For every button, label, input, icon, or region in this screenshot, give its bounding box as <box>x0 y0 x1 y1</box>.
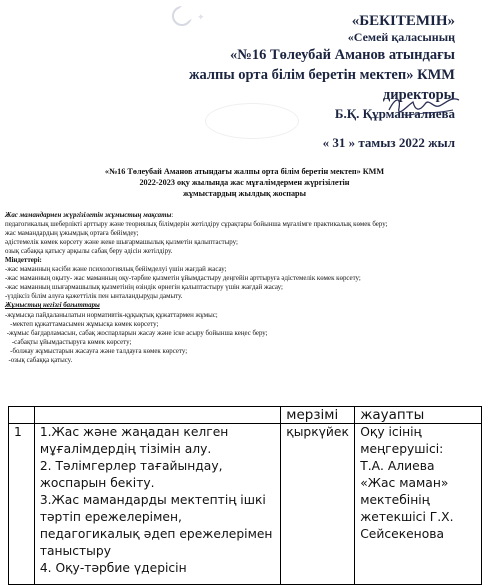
activity-item: 1.Жас және жаңадан келген мұғалімдердің тізімін алу. <box>39 425 229 456</box>
purpose-line: озық сабаққа қатысу арқылы сабақ беру әдісін жетілдіру. <box>5 248 173 256</box>
approval-line-1: «БЕКІТЕМІН» <box>351 13 455 29</box>
approval-date: « 31 » тамыз 2022 жыл <box>322 135 455 150</box>
approval-line-3: «№16 Төлеубай Аманов атындағы <box>230 47 455 63</box>
direction-line: -жұмысқа пайдаланылатын нормативтік-құқықтық құжаттармен жұмыс; <box>5 311 218 319</box>
row-activities <box>34 424 280 585</box>
direction-line: -мектеп құжаттамасымен жұмысқа көмек көрсету; <box>5 320 159 328</box>
plan-title-line-2: 2022-2023 оқу жылында жас мұғалімдермен жүргізілетін <box>139 178 350 187</box>
row-responsible <box>355 424 482 585</box>
activity-item: 3.Жас мамандарды мектептің ішкі тәртіп ережелерімен, педагогикалық әдеп ережелерімен таныстыру <box>39 493 273 558</box>
direction-line: -озық сабаққа қатысу. <box>5 356 73 364</box>
activity-item: 4. Оқу-тәрбие үдерісін <box>39 561 187 575</box>
approval-line-2: «Семей қаласының <box>347 30 455 44</box>
direction-line: -жұмыс бағдарламасын, сабақ жоспарларын жасау және іске асыру бойынша кеңес беру; <box>5 329 268 337</box>
direction-line: -сабақты ұйымдастыруға көмек көрсету; <box>5 338 132 346</box>
directions-heading: Жұмыстың негізгі бағыттары <box>5 302 100 310</box>
activity-item: 2. Тәлімгерлер тағайындау, жоспарын бекіту. <box>39 459 223 490</box>
purpose-line: жас мамандардың ұжымдық ортаға бейімдеу; <box>5 230 139 238</box>
purpose-heading: Жас мамандармен жүргізілетін жұмыстың мақсаты <box>5 212 172 219</box>
svg-text:✦: ✦ <box>197 12 205 22</box>
row-deadline: қыркүйек <box>281 424 355 585</box>
table-header-row <box>9 407 482 424</box>
responsible-line: «Жас маман» мектебінің жетекшісі Г.Х. Сейсекенова <box>360 476 454 541</box>
header-number <box>9 407 35 424</box>
plan-table <box>8 406 482 585</box>
responsible-line: Оқу ісінің меңгерушісі: <box>360 425 444 456</box>
task-line: -жас маманның шығармашылық қызметінің өзіндік өрнегін қалыптастыру үшін жағдай жасау; <box>5 284 283 292</box>
approval-line-5: Б.Қ. Құрманғалиева <box>334 106 455 121</box>
signature-icon <box>385 88 465 124</box>
task-line: -жас маманның оқыту- жас маманның оқу-тәрбие қызметін ұйымдастыру деңгейін арттыруға әдістемелік көмек көрсету; <box>5 275 361 283</box>
purpose-line: педагогикалық шеберлікті арттыру және теориялық білімдерін жетілдіру сұрақтары бойынша мұғалімге практикалық көмек беру; <box>5 221 388 229</box>
tasks-heading: Міндеттері: <box>5 257 42 265</box>
header-activity <box>34 407 280 424</box>
header-responsible: жауапты <box>355 407 482 424</box>
plan-body: Жас мамандармен жүргізілетін жұмыстың мақсаты: педагогикалық шеберлікті арттыру және теориялық білімдерін жетілдіру сұрақтары бойынша мұғалімге практикалық көмек беру; жас мамандардың ұжымдық ортаға бейімдеу; әдістемелік көмек көрсету және жеке шығармашылық қызметін қалыптастыру; озық сабаққа қатысу арқылы сабақ беру әдісін жетілдіру. Міндеттері: -жас маманның кәсіби және психологиялық бейімделуі үшін жағдай жасау; -жас маманның оқыту- жас маманның оқу-тәрбие қызметін ұйымдастыру деңгейін арттыруға әдістемелік көмек көрсету; -жас маманның шығармашылық қызметінің өзіндік өрнегін қалыптастыру үшін жағдай жасау; -үздіксіз білім алуға қажеттілік пен ынталандыруды дамыту. Жұмыстың негізгі бағыттары -жұмысқа пайдаланылатын нормативтік-құқықтық құжаттармен жұмыс; -мектеп құжаттамасымен жұмысқа көмек көрсету; -жұмыс бағдарламасын, сабақ жоспарларын жасау және іске асыру бойынша кеңес беру; -сабақты ұйымдастыруға көмек көрсету; -болжау жұмыстарын жасауға және талдауға көмек көрсету; -озық сабаққа қатысу. <box>5 211 485 365</box>
direction-line: -болжау жұмыстарын жасауға және талдауға көмек көрсету; <box>5 347 188 355</box>
table-row <box>9 424 482 585</box>
plan-title-line-1: «№16 Төлеубай Аманов атындағы жалпы орта білім беретін мектеп» КММ <box>104 167 385 176</box>
task-line: -жас маманның кәсіби және психологиялық бейімделуі үшін жағдай жасау; <box>5 266 227 274</box>
plan-title-line-3: жұмыстардың жылдық жоспары <box>182 189 307 198</box>
approval-block <box>125 12 455 155</box>
plan-title <box>0 166 489 199</box>
header-deadline: мерзімі <box>281 407 355 424</box>
responsible-line: Т.А. Алиева <box>360 459 435 473</box>
row-number: 1 <box>9 424 35 585</box>
approval-line-4: жалпы орта білім беретін мектеп» КММ директоры <box>188 67 455 103</box>
purpose-line: әдістемелік көмек көрсету және жеке шығармашылық қызметін қалыптастыру; <box>5 239 238 247</box>
task-line: -үздіксіз білім алуға қажеттілік пен ынталандыруды дамыту. <box>5 293 183 301</box>
